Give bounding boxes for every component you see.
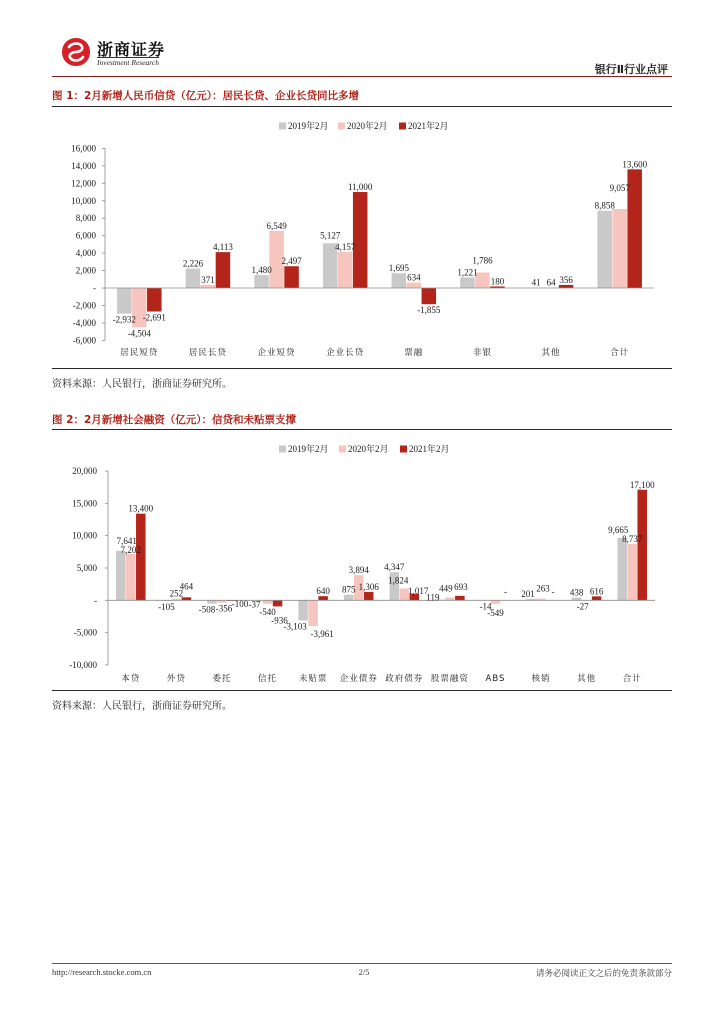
chart2-data-label-s1-c5: -3,103 xyxy=(283,621,307,632)
chart2-data-label-s3-c6: 1,306 xyxy=(358,581,379,592)
chart2-category-label-12: 合计 xyxy=(622,674,642,684)
chart2-category-label-8: 股票融资 xyxy=(430,674,469,684)
chart2-data-label-s1-c3: -508 xyxy=(198,604,216,615)
logo-name-cn: 浙商证券 xyxy=(97,40,166,59)
figure-2-caption: 图 2：2月新增社会融资（亿元）：信贷和未贴票支撑 xyxy=(52,414,297,426)
chart1-data-label-s1-c8: 8,858 xyxy=(594,200,615,211)
chart1-y-tick-label-9: - xyxy=(93,283,96,294)
chart2-data-label-s3-c11: 616 xyxy=(589,586,604,597)
chart1-data-label-s2-c3: 6,549 xyxy=(266,220,287,231)
chart2-legend-swatch-2 xyxy=(339,446,346,453)
chart2-legend-label-2: 2020年2月 xyxy=(348,444,389,454)
chart1-y-tick-label-2: 14,000 xyxy=(71,160,96,171)
chart2-bar-s3-c12 xyxy=(637,490,647,601)
chart2-data-label-s3-c8: 693 xyxy=(454,581,468,592)
chart2-bar-s2-c4 xyxy=(263,600,273,603)
chart1-data-label-s1-c3: 1,480 xyxy=(251,265,272,276)
chart2-bar-s3-c5 xyxy=(318,596,328,600)
chart1-y-tick-label-4: 10,000 xyxy=(71,195,96,206)
figure-2-source: 资料来源：人民银行，浙商证券研究所。 xyxy=(52,701,232,712)
chart1-legend-label-1: 2019年2月 xyxy=(288,121,329,131)
chart2-category-label-11: 其他 xyxy=(577,674,597,684)
chart2-data-label-s2-c5: -3,961 xyxy=(310,628,334,639)
logo-name-en: Investment Research xyxy=(97,58,159,67)
chart1-bar-s1-c6 xyxy=(460,277,475,288)
chart2-data-label-s3-c3: -100 xyxy=(231,598,249,609)
chart2-y-tick-label-7: -10,000 xyxy=(69,660,97,670)
chart1-y-tick-label-10: -2,000 xyxy=(72,300,96,311)
chart2-bar-s3-c11 xyxy=(592,596,602,600)
chart2-data-label-s2-c3: -356 xyxy=(215,603,233,614)
chart1-data-label-s3-c5: -1,855 xyxy=(417,305,441,316)
chart2-data-label-s1-c1: 7,641 xyxy=(116,535,137,546)
chart1-bar-s2-c5 xyxy=(407,283,422,289)
chart1-data-label-s1-c6: 1,221 xyxy=(457,267,478,278)
chart2-data-label-s3-c7: 1,017 xyxy=(408,585,429,596)
chart1-category-label-2: 居民长贷 xyxy=(188,348,227,358)
chart1-y-tick-label-6: 6,000 xyxy=(75,230,96,241)
footer-divider xyxy=(52,963,672,964)
chart2-data-label-s1-c4: -37 xyxy=(248,599,261,610)
chart2-data-label-s1-c12: 9,665 xyxy=(608,524,629,535)
chart2-data-label-s2-c9: -549 xyxy=(487,607,504,618)
chart1-bar-s1-c3 xyxy=(254,275,269,288)
chart2-data-label-s2-c10: 263 xyxy=(536,583,550,594)
chart1-y-tick-label-1: 16,000 xyxy=(71,143,96,154)
chart1-bar-s3-c4 xyxy=(353,192,368,288)
chart2-bar-s2-c9 xyxy=(491,600,501,604)
chart1-y-tick-label-11: -4,000 xyxy=(72,317,96,328)
chart2-legend-label-1: 2019年2月 xyxy=(288,444,329,454)
chart1-data-label-s1-c1: -2,932 xyxy=(112,314,136,325)
chart2-bar-s1-c12 xyxy=(617,538,627,601)
chart1-bar-s3-c1 xyxy=(147,288,162,311)
chart2-category-label-5: 未贴票 xyxy=(298,674,328,684)
figure-1-bottom-rule xyxy=(52,368,672,369)
chart2-data-label-s3-c12: 17,100 xyxy=(629,479,655,490)
chart2-bar-s1-c6 xyxy=(344,595,354,601)
chart2-category-label-1: 本贷 xyxy=(121,674,141,684)
chart1-bar-s1-c2 xyxy=(186,269,201,288)
chart1-bar-s3-c7 xyxy=(559,285,574,288)
chart1-bar-s3-c3 xyxy=(284,266,299,288)
chart2-category-label-7: 政府债券 xyxy=(385,674,424,684)
chart2-data-label-s1-c8: 119 xyxy=(426,592,440,603)
chart1-bar-s1-c5 xyxy=(392,273,407,288)
chart2-data-label-s2-c4: -540 xyxy=(259,606,276,617)
chart1-category-label-3: 企业短贷 xyxy=(257,348,296,358)
chart2-category-label-6: 企业债券 xyxy=(339,674,378,684)
chart2-y-tick-label-2: 15,000 xyxy=(72,498,97,509)
chart1-bar-s1-c1 xyxy=(117,288,132,314)
chart1-y-tick-label-8: 2,000 xyxy=(75,265,96,276)
chart2-bar-s1-c11 xyxy=(572,598,582,601)
chart1-data-label-s2-c5: 634 xyxy=(407,272,421,283)
chart1-y-tick-label-5: 8,000 xyxy=(75,213,96,224)
chart1-data-label-s3-c4: 11,000 xyxy=(347,182,373,193)
chart2-legend-swatch-3 xyxy=(400,446,407,453)
chart2-category-label-9: ABS xyxy=(485,674,506,684)
chart2-bar-s3-c4 xyxy=(273,600,283,606)
figure-1-bar-chart xyxy=(52,112,672,362)
chart1-bar-s2-c2 xyxy=(201,285,216,288)
chart2-bar-s1-c5 xyxy=(298,600,308,620)
chart1-legend-swatch-1 xyxy=(279,123,286,130)
chart1-category-label-7: 其他 xyxy=(541,348,561,358)
chart1-legend-swatch-3 xyxy=(399,123,406,130)
chart1-data-label-s2-c2: 371 xyxy=(201,274,215,285)
page-number: 2/5 xyxy=(358,967,370,977)
chart2-category-label-10: 核销 xyxy=(531,674,551,684)
chart1-legend-label-3: 2021年2月 xyxy=(408,121,449,131)
chart2-data-label-s1-c7: 4,347 xyxy=(384,562,405,573)
chart2-data-label-s1-c2: -105 xyxy=(158,602,175,613)
figure-2-top-rule xyxy=(52,429,672,430)
chart1-data-label-s3-c6: 180 xyxy=(490,276,505,287)
chart2-bar-s3-c8 xyxy=(455,596,465,600)
chart1-bar-s3-c2 xyxy=(216,252,231,288)
chart2-data-label-s1-c11: 438 xyxy=(569,587,584,598)
figure-2-bottom-rule xyxy=(52,690,672,691)
chart2-data-label-s3-c1: 13,400 xyxy=(128,503,154,514)
chart2-data-label-s2-c6: 3,894 xyxy=(348,565,369,576)
chart1-category-label-4: 企业长贷 xyxy=(326,348,365,358)
chart2-bar-s2-c1 xyxy=(126,554,135,601)
chart1-data-label-s1-c2: 2,226 xyxy=(182,258,204,269)
chart1-y-tick-label-3: 12,000 xyxy=(71,178,96,189)
chart1-category-label-1: 居民短贷 xyxy=(120,348,159,358)
chart2-data-label-s3-c2: 464 xyxy=(179,581,194,592)
chart2-category-label-4: 信托 xyxy=(258,674,278,684)
chart1-bar-s2-c4 xyxy=(338,252,353,288)
chart2-y-tick-label-6: -5,000 xyxy=(73,627,97,638)
chart1-data-label-s3-c8: 13,600 xyxy=(622,159,648,170)
chart2-y-tick-label-4: 5,000 xyxy=(76,563,97,573)
chart1-data-label-s1-c7: 41 xyxy=(531,277,541,288)
chart2-category-label-3: 委托 xyxy=(212,674,232,684)
chart1-bar-s2-c8 xyxy=(612,209,627,288)
report-type: 银行Ⅱ行业点评 xyxy=(594,63,668,76)
chart2-data-label-s3-c4: -936 xyxy=(271,615,288,626)
chart2-y-tick-label-3: 10,000 xyxy=(72,530,97,541)
figure-2-bar-chart xyxy=(52,436,672,686)
company-logo-icon xyxy=(60,36,92,68)
chart1-category-label-5: 票融 xyxy=(404,348,424,358)
chart2-bar-s2-c8 xyxy=(445,597,455,600)
chart1-data-label-s2-c8: 9,057 xyxy=(609,182,630,193)
chart1-data-label-s2-c4: 4,157 xyxy=(335,241,356,252)
footer-disclaimer: 请务必阅读正文之后的免责条款部分 xyxy=(535,969,672,979)
chart1-category-label-8: 合计 xyxy=(610,348,630,358)
chart2-legend-label-3: 2021年2月 xyxy=(409,444,450,454)
figure-1-top-rule xyxy=(52,106,672,107)
chart1-y-tick-label-12: -6,000 xyxy=(72,335,96,346)
chart2-data-label-s3-c9: - xyxy=(503,586,507,597)
chart2-data-label-s1-c6: 875 xyxy=(341,584,356,595)
chart1-bar-s1-c8 xyxy=(597,211,612,288)
chart2-bar-s3-c6 xyxy=(364,592,374,600)
chart1-category-label-6: 非银 xyxy=(472,348,492,358)
figure-1-caption: 图 1：2月新增人民币信贷（亿元）：居民长贷、企业长贷同比多增 xyxy=(52,90,360,102)
chart1-legend-swatch-2 xyxy=(338,123,345,130)
chart2-data-label-s2-c11: -27 xyxy=(576,601,589,612)
chart2-data-label-s2-c8: 449 xyxy=(439,583,453,594)
chart2-data-label-s3-c10: - xyxy=(551,586,555,597)
chart1-data-label-s2-c1: -4,504 xyxy=(127,328,151,339)
chart1-bar-s3-c5 xyxy=(422,288,437,304)
figure-1-source: 资料来源：人民银行，浙商证券研究所。 xyxy=(52,379,232,390)
chart1-data-label-s3-c7: 356 xyxy=(559,274,573,285)
chart1-data-label-s3-c2: 4,113 xyxy=(212,242,233,253)
chart2-data-label-s2-c12: 8,737 xyxy=(622,533,643,544)
chart2-data-label-s2-c7: 1,824 xyxy=(388,575,409,586)
chart2-data-label-s1-c9: -14 xyxy=(479,601,492,612)
chart1-data-label-s2-c6: 1,786 xyxy=(472,255,493,266)
chart2-y-tick-label-5: - xyxy=(94,595,97,606)
chart1-data-label-s3-c1: -2,691 xyxy=(142,312,166,323)
header-divider xyxy=(52,76,672,77)
chart2-category-label-2: 外贷 xyxy=(166,674,186,684)
chart2-data-label-s2-c2: 252 xyxy=(169,588,184,599)
chart1-legend-label-2: 2020年2月 xyxy=(347,121,388,131)
chart2-y-tick-label-1: 20,000 xyxy=(72,466,97,476)
footer-url-link[interactable]: http://research.stocke.com.cn xyxy=(52,967,152,977)
chart1-data-label-s1-c5: 1,695 xyxy=(388,263,409,274)
chart2-bar-s2-c12 xyxy=(627,544,637,600)
chart2-data-label-s3-c5: 640 xyxy=(316,586,330,597)
chart2-data-label-s2-c1: 7,202 xyxy=(120,544,141,555)
chart2-data-label-s1-c10: 201 xyxy=(521,589,535,600)
chart2-bar-s2-c5 xyxy=(308,600,318,626)
chart1-y-tick-label-7: 4,000 xyxy=(75,248,96,259)
chart1-data-label-s1-c4: 5,127 xyxy=(320,230,341,241)
chart2-legend-swatch-1 xyxy=(279,446,286,453)
chart2-bar-s1-c1 xyxy=(116,551,126,600)
chart1-data-label-s2-c7: 64 xyxy=(546,277,556,288)
chart1-data-label-s3-c3: 2,497 xyxy=(281,256,302,267)
chart2-bar-s3-c1 xyxy=(136,514,146,601)
